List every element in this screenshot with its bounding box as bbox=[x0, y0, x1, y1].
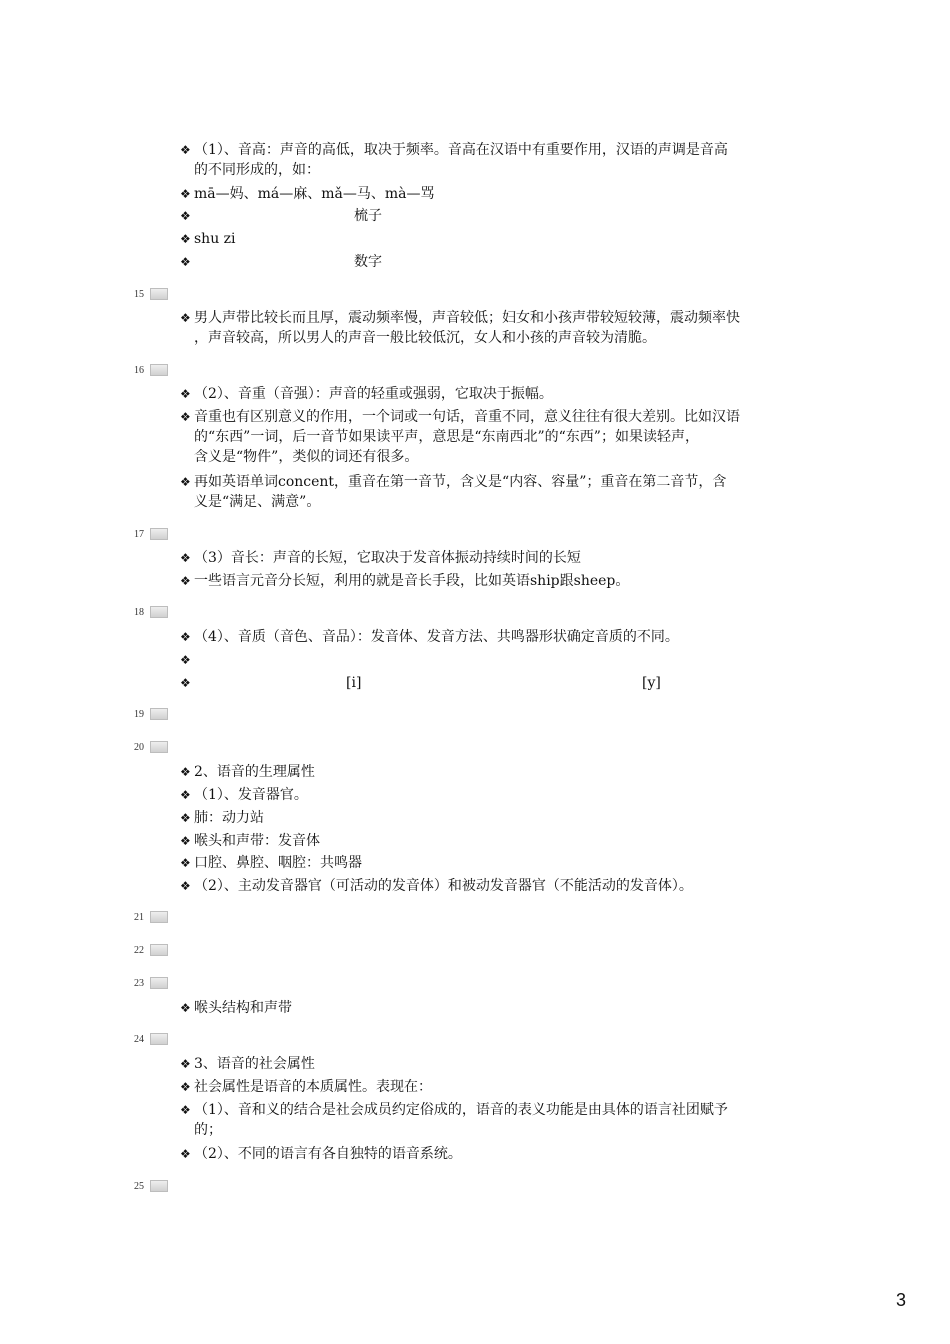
page-number: 3 bbox=[896, 1290, 907, 1310]
slide-number: 24 bbox=[134, 1033, 144, 1045]
bullet-text: （2）、音重（音强）：声音的轻重或强弱，它取决于振幅。 bbox=[194, 386, 553, 402]
bullet-item bbox=[180, 407, 820, 467]
bullet-text: （3）音长：声音的长短，它取决于发音体振动持续时间的长短 bbox=[194, 550, 581, 566]
slide-marker-22[interactable] bbox=[134, 942, 168, 958]
bullet-icon: ❖ bbox=[180, 676, 191, 690]
bullet-icon: ❖ bbox=[180, 410, 191, 424]
bullet-icon: ❖ bbox=[180, 255, 191, 269]
bullet-icon: ❖ bbox=[180, 311, 191, 325]
bullet-item bbox=[180, 876, 820, 896]
bullet-item bbox=[180, 308, 820, 348]
bullet-icon: ❖ bbox=[180, 574, 191, 588]
slide-number: 25 bbox=[134, 1180, 144, 1192]
bullet-icon: ❖ bbox=[180, 1147, 191, 1161]
bullet-icon: ❖ bbox=[180, 630, 191, 644]
bullet-icon: ❖ bbox=[180, 187, 191, 201]
bullet-icon: ❖ bbox=[180, 834, 191, 848]
bullet-item bbox=[180, 650, 820, 670]
phonetic-symbol-i: [i] bbox=[346, 675, 362, 691]
phonetic-symbol-y: [y] bbox=[642, 675, 661, 691]
slide-marker-17[interactable] bbox=[134, 526, 168, 542]
bullet-text: 社会属性是语音的本质属性。表现在： bbox=[194, 1079, 432, 1095]
bullet-item bbox=[180, 762, 820, 782]
bullet-item bbox=[180, 571, 820, 591]
slide-thumbnail-icon[interactable] bbox=[150, 708, 168, 720]
slide-thumbnail-icon[interactable] bbox=[150, 1180, 168, 1192]
bullet-text: 喉头结构和声带 bbox=[194, 1000, 292, 1016]
bullet-icon: ❖ bbox=[180, 653, 191, 667]
bullet-item bbox=[180, 472, 820, 512]
bullet-icon: ❖ bbox=[180, 387, 191, 401]
bullet-item bbox=[180, 1144, 820, 1164]
bullet-item bbox=[180, 252, 820, 272]
slide-marker-21[interactable] bbox=[134, 909, 168, 925]
slide-marker-15[interactable] bbox=[134, 286, 168, 302]
bullet-item bbox=[180, 673, 820, 693]
bullet-item bbox=[180, 808, 820, 828]
slide-number: 16 bbox=[134, 364, 144, 376]
bullet-text: （1）、音高：声音的高低，取决于频率。音高在汉语中有重要作用，汉语的声调是音高 bbox=[194, 142, 728, 158]
bullet-icon: ❖ bbox=[180, 811, 191, 825]
bullet-floating-text: 数字 bbox=[354, 254, 382, 270]
slide-marker-25[interactable] bbox=[134, 1178, 168, 1194]
slide-number: 19 bbox=[134, 708, 144, 720]
bullet-icon: ❖ bbox=[180, 856, 191, 870]
bullet-text-cont: 含义是“物件”，类似的词还有很多。 bbox=[194, 449, 419, 465]
slide-thumbnail-icon[interactable] bbox=[150, 1033, 168, 1045]
bullet-text-cont: ，声音较高，所以男人的声音一般比较低沉，女人和小孩的声音较为清脆。 bbox=[194, 330, 656, 346]
slide-thumbnail-icon[interactable] bbox=[150, 911, 168, 923]
bullet-text: （1）、音和义的结合是社会成员约定俗成的，语音的表义功能是由具体的语言社团赋予 bbox=[194, 1102, 728, 1118]
slide-number: 21 bbox=[134, 911, 144, 923]
bullet-text: 喉头和声带：发音体 bbox=[194, 833, 320, 849]
bullet-text-cont: 的“东西”一词，后一音节如果读平声，意思是“东南西北”的“东西”；如果读轻声， bbox=[194, 429, 699, 445]
slide-thumbnail-icon[interactable] bbox=[150, 741, 168, 753]
bullet-text: （2）、主动发音器官（可活动的发音体）和被动发音器官（不能活动的发音体）。 bbox=[194, 878, 693, 894]
bullet-item bbox=[180, 184, 820, 204]
bullet-icon: ❖ bbox=[180, 143, 191, 157]
slide-thumbnail-icon[interactable] bbox=[150, 364, 168, 376]
bullet-icon: ❖ bbox=[180, 1080, 191, 1094]
bullet-text-cont: 义是“满足、满意”。 bbox=[194, 494, 321, 510]
bullet-icon: ❖ bbox=[180, 232, 191, 246]
bullet-icon: ❖ bbox=[180, 1001, 191, 1015]
bullet-icon: ❖ bbox=[180, 788, 191, 802]
bullet-item bbox=[180, 1054, 820, 1074]
bullet-text: 口腔、鼻腔、咽腔：共鸣器 bbox=[194, 855, 362, 871]
bullet-icon: ❖ bbox=[180, 209, 191, 223]
bullet-item bbox=[180, 998, 820, 1018]
slide-number: 22 bbox=[134, 944, 144, 956]
bullet-icon: ❖ bbox=[180, 765, 191, 779]
bullet-item bbox=[180, 1077, 820, 1097]
bullet-text: 3、语音的社会属性 bbox=[194, 1056, 315, 1072]
slide-number: 17 bbox=[134, 528, 144, 540]
bullet-icon: ❖ bbox=[180, 475, 191, 489]
bullet-text: mā—妈、má—麻、mǎ—马、mà—骂 bbox=[194, 186, 435, 202]
bullet-text: 男人声带比较长而且厚，震动频率慢，声音较低；妇女和小孩声带较短较薄，震动频率快 bbox=[194, 310, 740, 326]
slide-thumbnail-icon[interactable] bbox=[150, 606, 168, 618]
slide-number: 18 bbox=[134, 606, 144, 618]
bullet-item bbox=[180, 785, 820, 805]
bullet-text: 2、语音的生理属性 bbox=[194, 764, 315, 780]
bullet-floating-text: 梳子 bbox=[354, 208, 382, 224]
bullet-text-cont: 的不同形成的，如： bbox=[194, 162, 320, 178]
bullet-icon: ❖ bbox=[180, 1057, 191, 1071]
slide-number: 15 bbox=[134, 288, 144, 300]
slide-marker-19[interactable] bbox=[134, 706, 168, 722]
bullet-item bbox=[180, 206, 820, 226]
slide-thumbnail-icon[interactable] bbox=[150, 288, 168, 300]
bullet-text: 音重也有区别意义的作用，一个词或一句话，音重不同，意义往往有很大差别。比如汉语 bbox=[194, 409, 740, 425]
bullet-item bbox=[180, 548, 820, 568]
bullet-item bbox=[180, 627, 820, 647]
slide-thumbnail-icon[interactable] bbox=[150, 944, 168, 956]
slide-number: 20 bbox=[134, 741, 144, 753]
bullet-text-cont: 的； bbox=[194, 1122, 222, 1138]
bullet-item bbox=[180, 140, 820, 180]
bullet-item bbox=[180, 831, 820, 851]
slide-marker-20[interactable] bbox=[134, 739, 168, 755]
slide-marker-24[interactable] bbox=[134, 1031, 168, 1047]
bullet-item bbox=[180, 853, 820, 873]
slide-thumbnail-icon[interactable] bbox=[150, 528, 168, 540]
slide-number: 23 bbox=[134, 977, 144, 989]
bullet-text: （2）、不同的语言有各自独特的语音系统。 bbox=[194, 1146, 462, 1162]
bullet-item bbox=[180, 384, 820, 404]
bullet-item bbox=[180, 229, 820, 249]
bullet-text: 再如英语单词concent，重音在第一音节，含义是“内容、容量”；重音在第二音节，含 bbox=[194, 474, 727, 490]
bullet-item bbox=[180, 1100, 820, 1140]
slide-marker-23[interactable] bbox=[134, 975, 168, 991]
slide-marker-16[interactable] bbox=[134, 362, 168, 378]
bullet-icon: ❖ bbox=[180, 879, 191, 893]
bullet-text: 一些语言元音分长短，利用的就是音长手段，比如英语ship跟sheep。 bbox=[194, 573, 630, 589]
bullet-icon: ❖ bbox=[180, 551, 191, 565]
bullet-text: shu zi bbox=[194, 231, 236, 247]
bullet-text: 肺：动力站 bbox=[194, 810, 264, 826]
bullet-text: （4）、音质（音色、音品）：发音体、发音方法、共鸣器形状确定音质的不同。 bbox=[194, 629, 679, 645]
slide-thumbnail-icon[interactable] bbox=[150, 977, 168, 989]
slide-marker-18[interactable] bbox=[134, 604, 168, 620]
bullet-text: （1）、发音器官。 bbox=[194, 787, 308, 803]
bullet-icon: ❖ bbox=[180, 1103, 191, 1117]
